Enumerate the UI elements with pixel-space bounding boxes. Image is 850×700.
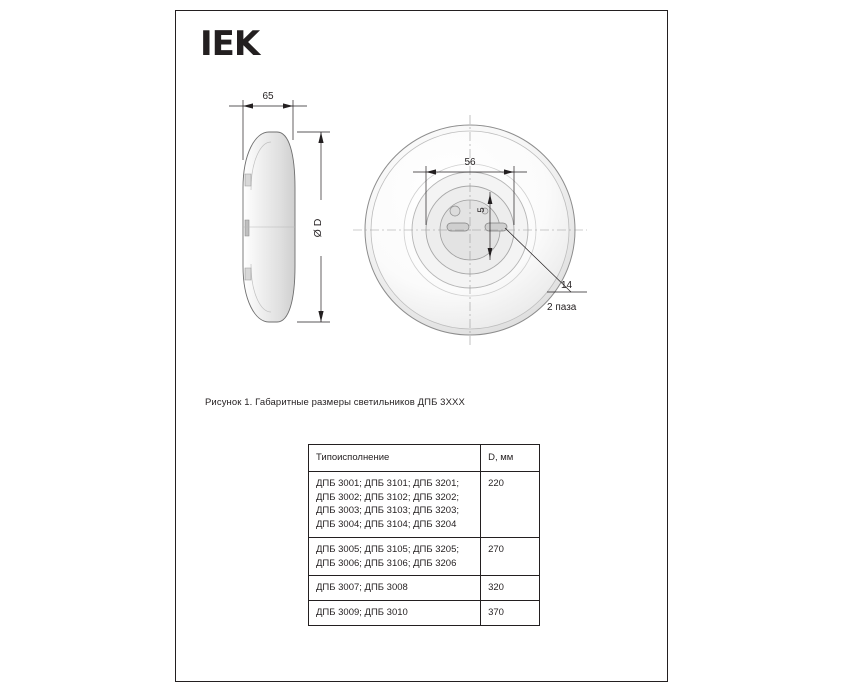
- header-diameter: D, мм: [481, 445, 540, 472]
- cell-types: [309, 471, 481, 537]
- table-header-row: [309, 445, 540, 472]
- cell-types: [309, 537, 481, 576]
- cell-diameter: 270: [481, 537, 540, 576]
- iek-logo: IEK: [200, 24, 260, 64]
- drawing-svg: [185, 70, 655, 390]
- type-line: ДПБ 3007; ДПБ 3008: [316, 582, 408, 594]
- table-row: [309, 471, 540, 537]
- type-line: ДПБ 3004; ДПБ 3104; ДПБ 3204: [316, 519, 457, 531]
- technical-drawing: [185, 70, 655, 390]
- table-row: [309, 576, 540, 601]
- table-row: [309, 601, 540, 626]
- cell-types: [309, 576, 481, 601]
- cell-types: [309, 601, 481, 626]
- dim-diameter-label: Ø D: [312, 218, 324, 238]
- spec-table: [308, 444, 540, 626]
- dim-56-label: 56: [464, 157, 476, 168]
- dim-65-label: 65: [262, 91, 274, 102]
- type-line: ДПБ 3009; ДПБ 3010: [316, 607, 408, 619]
- slots-note-label: 2 паза: [547, 302, 577, 313]
- type-line: ДПБ 3005; ДПБ 3105; ДПБ 3205;: [316, 543, 460, 555]
- table-row: [309, 537, 540, 576]
- side-view-body: [243, 132, 295, 322]
- type-line: ДПБ 3003; ДПБ 3103; ДПБ 3203;: [316, 505, 460, 517]
- type-line: ДПБ 3006; ДПБ 3106; ДПБ 3206: [316, 557, 457, 569]
- cell-diameter: 370: [481, 601, 540, 626]
- type-line: ДПБ 3002; ДПБ 3102; ДПБ 3202;: [316, 491, 460, 503]
- dim-14-label: 14: [561, 280, 573, 291]
- type-line: ДПБ 3001; ДПБ 3101; ДПБ 3201;: [316, 477, 460, 489]
- dim-5-label: 5: [476, 207, 487, 213]
- spec-table-wrap: [308, 444, 540, 626]
- header-type: Типоисполнение: [309, 445, 481, 472]
- cell-diameter: 220: [481, 471, 540, 537]
- cell-diameter: 320: [481, 576, 540, 601]
- figure-caption: Рисунок 1. Габаритные размеры светильников ДПБ 3ХХХ: [205, 397, 465, 408]
